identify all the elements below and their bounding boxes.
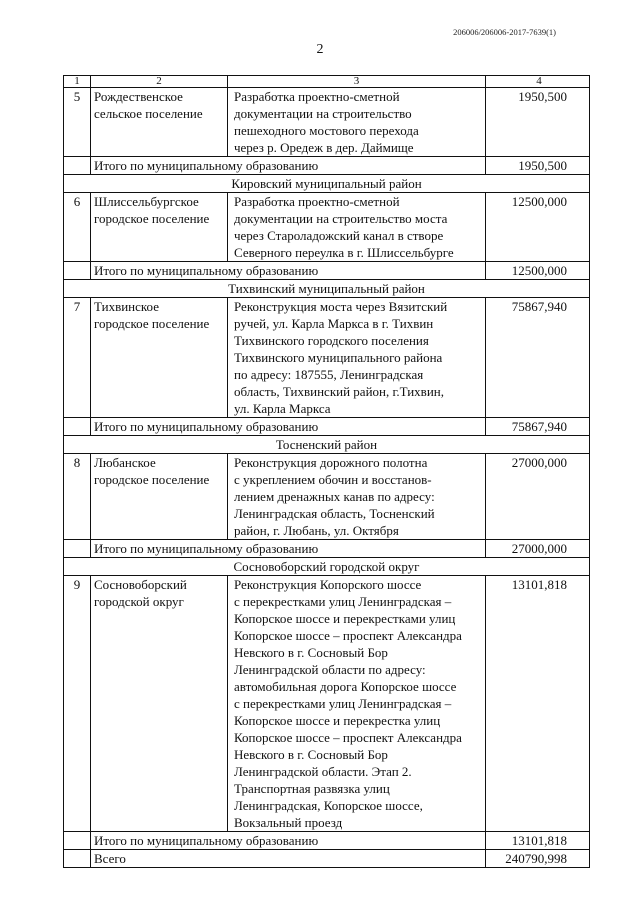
row-number: 8 [64,454,91,540]
subtotal-row [64,157,590,175]
desc-line: пешеходного мостового перехода [234,123,419,138]
table-row [64,88,590,157]
header-col-3: 3 [228,76,486,88]
desc-line: Вокзальный проезд [234,815,343,830]
desc-line: Копорское шоссе – проспект Александра [234,730,462,745]
total-amount: 240790,998 [486,850,590,868]
amount: 27000,000 [486,454,590,540]
municipality-name [91,454,228,540]
funding-table [63,75,590,868]
desc-line: с укреплением обочин и восстанов- [234,472,432,487]
name-line: Шлиссельбургское [94,194,199,209]
desc-line: ручей, ул. Карла Маркса в г. Тихвин [234,316,434,331]
name-line: Сосновоборский [94,577,187,592]
subtotal-row [64,832,590,850]
subtotal-row [64,418,590,436]
desc-line: ул. Карла Маркса [234,401,331,416]
desc-line: Ленинградская, Копорское шоссе, [234,798,423,813]
municipality-name [91,576,228,832]
desc-line: с перекрестками улиц Ленинградская – [234,594,452,609]
subtotal-label: Итого по муниципальному образованию [91,540,486,558]
desc-line: через Староладожский канал в створе [234,228,444,243]
project-description [228,298,486,418]
name-line: городское поселение [94,211,210,226]
region-row [64,175,590,193]
region-row [64,558,590,576]
desc-line: Реконструкция дорожного полотна [234,455,428,470]
amount: 13101,818 [486,576,590,832]
project-description [228,88,486,157]
amount: 1950,500 [486,88,590,157]
desc-line: Северного переулка в г. Шлиссельбурге [234,245,454,260]
project-description [228,576,486,832]
desc-line: автомобильная дорога Копорское шоссе [234,679,457,694]
row-number: 6 [64,193,91,262]
header-col-2: 2 [91,76,228,88]
desc-line: Реконструкция моста через Вязитский [234,299,448,314]
subtotal-row [64,540,590,558]
total-label: Всего [91,850,486,868]
desc-line: Ленинградской области по адресу: [234,662,426,677]
municipality-name [91,298,228,418]
desc-line: документации на строительство [234,106,412,121]
name-line: Рождественское [94,89,183,104]
name-line: городское поселение [94,316,210,331]
total-row [64,850,590,868]
project-description [228,454,486,540]
desc-line: Разработка проектно-сметной [234,194,400,209]
desc-line: через р. Оредеж в дер. Даймище [234,140,414,155]
header-col-4: 4 [486,76,590,88]
desc-line: Реконструкция Копорского шоссе [234,577,422,592]
subtotal-label: Итого по муниципальному образованию [91,832,486,850]
region-title: Кировский муниципальный район [64,175,590,193]
table-row [64,193,590,262]
table-row [64,298,590,418]
header-col-1: 1 [64,76,91,88]
desc-line: Тихвинского городского поселения [234,333,429,348]
desc-line: Невского в г. Сосновый Бор [234,747,388,762]
desc-line: Копорское шоссе – проспект Александра [234,628,462,643]
subtotal-amount: 1950,500 [486,157,590,175]
table-row [64,454,590,540]
subtotal-amount: 12500,000 [486,262,590,280]
region-title: Тихвинский муниципальный район [64,280,590,298]
region-title: Сосновоборский городской округ [64,558,590,576]
subtotal-label: Итого по муниципальному образованию [91,262,486,280]
desc-line: документации на строительство моста [234,211,448,226]
table-row [64,576,590,832]
desc-line: по адресу: 187555, Ленинградская [234,367,424,382]
desc-line: лением дренажных канав по адресу: [234,489,435,504]
page-number: 2 [316,42,324,57]
desc-line: Копорское шоссе и перекрестками улиц [234,611,456,626]
desc-line: область, Тихвинский район, г.Тихвин, [234,384,444,399]
subtotal-amount: 13101,818 [486,832,590,850]
subtotal-label: Итого по муниципальному образованию [91,157,486,175]
project-description [228,193,486,262]
table-header-row [64,76,590,88]
region-title: Тосненский район [64,436,590,454]
region-row [64,280,590,298]
row-number: 5 [64,88,91,157]
subtotal-amount: 75867,940 [486,418,590,436]
name-line: городское поселение [94,472,210,487]
desc-line: Разработка проектно-сметной [234,89,400,104]
amount: 75867,940 [486,298,590,418]
desc-line: Невского в г. Сосновый Бор [234,645,388,660]
desc-line: район, г. Любань, ул. Октября [234,523,399,538]
desc-line: с перекрестками улиц Ленинградская – [234,696,452,711]
name-line: Любанское [94,455,156,470]
subtotal-amount: 27000,000 [486,540,590,558]
name-line: городской округ [94,594,184,609]
subtotal-row [64,262,590,280]
name-line: Тихвинское [94,299,159,314]
subtotal-label: Итого по муниципальному образованию [91,418,486,436]
region-row [64,436,590,454]
desc-line: Копорское шоссе и перекрестка улиц [234,713,441,728]
amount: 12500,000 [486,193,590,262]
desc-line: Тихвинского муниципального района [234,350,443,365]
desc-line: Ленинградской области. Этап 2. [234,764,412,779]
row-number: 9 [64,576,91,832]
desc-line: Ленинградская область, Тосненский [234,506,435,521]
municipality-name [91,193,228,262]
document-id: 206006/206006-2017-7639(1) [453,27,556,37]
municipality-name [91,88,228,157]
row-number: 7 [64,298,91,418]
name-line: сельское поселение [94,106,203,121]
desc-line: Транспортная развязка улиц [234,781,390,796]
